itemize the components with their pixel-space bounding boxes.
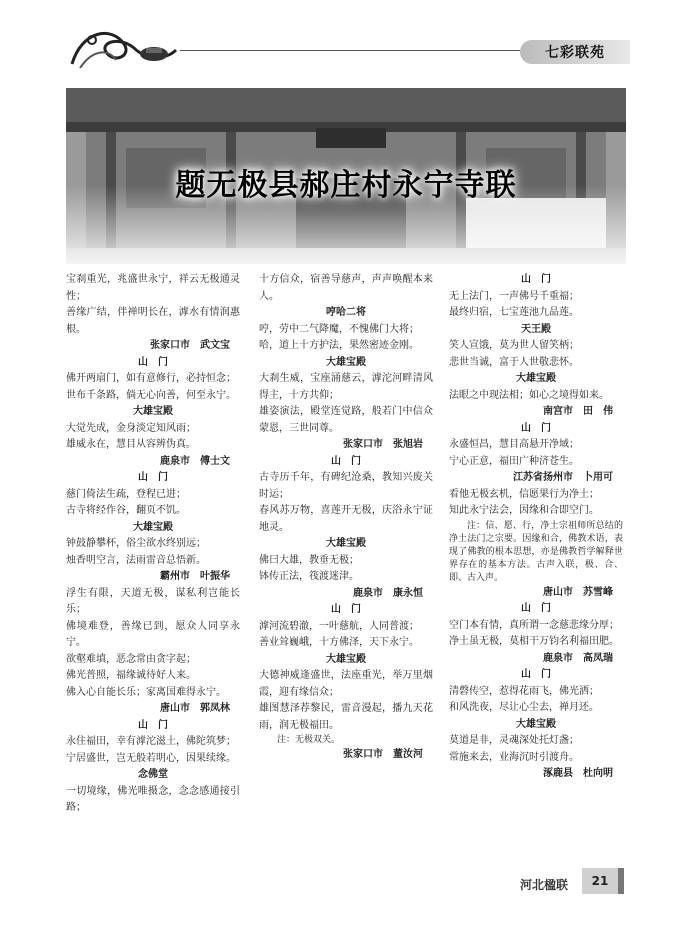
page-header (0, 0, 690, 88)
hall-heading: 大雄宝殿 (326, 538, 366, 549)
couplet-line: 一切境缘，佛光唯摄念，念念感通接引路； (66, 785, 240, 813)
couplet-line: 世布千条路，倘无心向善，何至永宁。 (66, 389, 236, 401)
couplet-line: 佛境难登，善缘已到，愿众人同享永宁。 (66, 620, 240, 648)
couplet-line: 宁心正意，福田广种济苍生。 (449, 455, 579, 467)
couplet-line: 净土虽无极，莫相干万钧名利福田肥。 (449, 636, 619, 647)
couplet-line: 佛开两扇门，如有意修行，必持恒念； (66, 373, 236, 384)
ornament-logo-icon (62, 20, 182, 76)
couplet-line: 佛入心自能长乐；家离国难得永宁。 (66, 686, 226, 698)
hall-heading: 山 门 (138, 719, 168, 731)
hall-heading: 山 门 (521, 274, 551, 285)
author-line: 南宫市 田 伟 (543, 406, 613, 417)
couplet-line: 无上法门，一声佛号千重福； (449, 290, 579, 302)
author-line: 张家口市 董汝河 (343, 749, 423, 760)
author-line: 江苏省扬州市 卜用可 (513, 472, 613, 483)
couplet-line: 佛光普照，福缘诚待好人来。 (66, 670, 196, 681)
hall-heading: 大雄宝殿 (326, 653, 366, 665)
section-tab: 七彩联苑 (520, 40, 630, 64)
couplet-line: 宝刹重光，兆盛世永宁，祥云无极通灵性； (66, 274, 240, 302)
hall-heading: 山 门 (138, 472, 168, 483)
couplet-line: 雄图慧泽荐黎民，雷音漫起，播九天花雨，润无极福田。 (259, 703, 433, 731)
couplet-line: 大德神威逢盛世，法座重光，举万里烟霞，迎有缘信众； (259, 670, 433, 698)
couplet-line: 雄威永在，慧目从容辨伪真。 (66, 439, 196, 450)
author-line: 唐山市 苏雪峰 (543, 586, 613, 598)
couplet-line: 慈门倚法生疏，登程已进； (66, 488, 186, 500)
couplet-line: 清磬传空，惹得花雨飞，佛光洒； (449, 685, 599, 697)
hall-heading: 大雄宝殿 (326, 356, 366, 368)
couplet-line: 善业耸巍峨，十方佛泽，天下永宁。 (259, 637, 419, 648)
note-text: 注：无极双关。 (277, 735, 341, 745)
couplet-line: 佛曰大雄，教垂无极； (259, 554, 359, 566)
couplet-line: 和风洗夜，尽让心尘去，禅月还。 (449, 702, 599, 713)
page-number: 21 (582, 868, 618, 894)
hall-heading: 山 门 (521, 669, 551, 680)
column-1 (66, 272, 240, 817)
column-2 (259, 272, 433, 764)
couplet-line: 永住福田，幸有滹沱滋土，佛陀筑梦； (66, 736, 236, 747)
couplet-line: 欲壑难填，恶念常由贪字起； (66, 653, 196, 665)
couplet-line: 莫道是非，灵魂深处托灯盏； (449, 735, 579, 746)
couplet-line: 浮生有限，天道无极，谋私利岂能长乐； (66, 587, 240, 615)
couplet-line: 大觉先成，金身淡定知风雨； (66, 422, 196, 434)
hall-heading: 山 门 (331, 604, 361, 615)
couplet-line: 看他无极玄机，信愿果行为净土； (449, 488, 599, 500)
couplet-line: 古寺将经作谷，翻页不饥。 (66, 505, 186, 516)
author-line: 鹿泉市 傅士文 (160, 455, 230, 467)
couplet-line: 善缘广结，伴禅明长在，滹水有情润惠根。 (66, 307, 240, 335)
couplet-line: 滹河流碧澈，一叶慈航，人同普渡； (259, 620, 419, 632)
hero-photo (66, 88, 626, 264)
footer-bar (618, 868, 624, 894)
hall-heading: 大雄宝殿 (516, 718, 556, 730)
couplet-line: 法眼之中现法相；如心之境得如来。 (449, 389, 609, 401)
couplet-line: 宁居盛世，岂无般若明心，因果续缘。 (66, 752, 236, 764)
author-line: 鹿泉市 高凤瑞 (543, 652, 613, 664)
couplet-line: 常施来去，业海沉时引渡舟。 (449, 751, 579, 763)
author-line: 鹿泉市 康永恒 (353, 587, 423, 599)
couplet-line: 大刹生威，宝座涌慈云，滹沱河畔清风得主，十方共仰； (259, 373, 433, 401)
author-line: 霸州市 叶振华 (160, 571, 230, 582)
couplet-line: 永盛恒昌，慧目高悬开净域； (449, 439, 579, 450)
column-3 (449, 272, 623, 783)
article-title: 题无极县郝庄村永宁寺联 (175, 168, 517, 203)
couplet-line: 春风苏万物，喜莲开无极，庆浴永宁证地灵。 (259, 505, 433, 533)
couplet-line: 空门本有情，真所谓一念慈悲缘分厚； (449, 619, 619, 631)
couplet-line: 哼，劳中二气降魔，不愧佛门大将； (259, 323, 419, 335)
header-rule (180, 50, 520, 51)
couplet-line: 钟鼓静攀杯，俗尘欲水终别远； (66, 538, 206, 549)
hall-heading: 大雄宝殿 (516, 373, 556, 384)
author-line: 张家口市 张旭岩 (343, 439, 423, 450)
hall-heading: 大雄宝殿 (133, 406, 173, 417)
couplet-line: 古寺历千年，有碑纪沧桑，教知兴废关时运； (259, 472, 433, 500)
hall-heading: 山 门 (331, 455, 361, 467)
hall-heading: 山 门 (521, 422, 551, 434)
couplet-line: 十方信众，宿善导慈声，声声唤醒本来人。 (259, 274, 433, 302)
couplet-line: 悲世当诚，富于人世敬悲怀。 (449, 356, 579, 368)
couplet-line: 烛香明空言，法雨雷音总悟新。 (66, 554, 206, 566)
author-line: 张家口市 武文宝 (150, 340, 230, 351)
couplet-line: 钵传正法，筏渡迷津。 (259, 571, 359, 582)
publication-name: 河北楹联 (520, 878, 569, 892)
hall-heading: 大雄宝殿 (133, 521, 173, 533)
couplet-line: 雄姿演法，殿堂连觉路，般若门中信众蒙恩，三世同尊。 (259, 406, 433, 434)
couplet-line: 哈，道上十方护法，果然密迹金刚。 (259, 340, 419, 351)
couplet-line: 最终归宿，七宝莲池九品莲。 (449, 307, 579, 318)
note-text: 注：信、愿、行，净土宗祖师所总结的净土法门之宗要。因缘和合，佛教术语，表现了佛教的根本思想，亦是佛教哲学解释世界存在的基本方法。古声入联，极、合、即、古入声。 (449, 520, 623, 583)
hall-heading: 天王殿 (521, 323, 551, 335)
couplet-line: 笑人宣饿，莫为世人留笑柄； (449, 340, 579, 351)
author-line: 涿鹿县 杜向明 (543, 768, 613, 779)
author-line: 唐山市 郭凤林 (160, 703, 230, 714)
hall-heading: 山 门 (138, 356, 168, 368)
hall-heading: 念佛堂 (138, 769, 168, 780)
hall-heading: 哼哈二将 (326, 307, 366, 318)
hall-heading: 山 门 (521, 603, 551, 614)
article-body (66, 272, 626, 864)
couplet-line: 知此永宁法会，因缘和合即空门。 (449, 505, 599, 516)
